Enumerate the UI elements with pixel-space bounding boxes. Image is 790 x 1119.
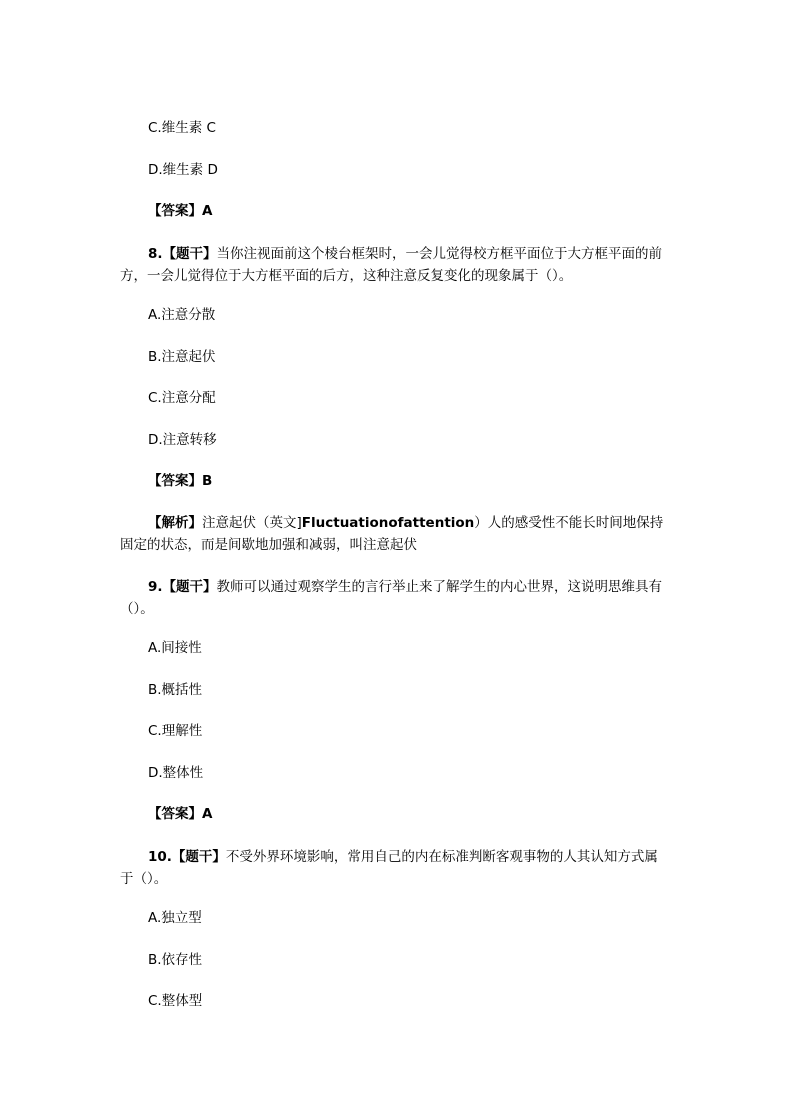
q8-option-c: C.注意分配 bbox=[148, 390, 216, 406]
question-number: 10. bbox=[148, 849, 172, 865]
q7-answer bbox=[148, 202, 212, 220]
q9-option-d: D.整体性 bbox=[148, 765, 204, 781]
q8-answer bbox=[148, 472, 212, 490]
q7-option-d: D.维生素 D bbox=[148, 162, 218, 178]
question-tag: 【题干】 bbox=[171, 849, 226, 865]
q10-option-a: A.独立型 bbox=[148, 910, 202, 926]
question-text: 当你注视面前这个棱台框架时，一会儿觉得校方框平面位于大方框平面的前方，一会儿觉得位于大方框平面的后方，这种注意反复变化的现象属于（）。 bbox=[120, 246, 663, 284]
question-tag: 【题干】 bbox=[162, 579, 217, 595]
analysis-text-a: 注意起伏（英文] bbox=[202, 515, 302, 531]
q10-option-c: C.整体型 bbox=[148, 993, 203, 1009]
q8-stem bbox=[120, 243, 670, 287]
q10-option-b: B.依存性 bbox=[148, 952, 203, 968]
answer-label: 【答案】 bbox=[148, 203, 202, 219]
q8-option-b: B.注意起伏 bbox=[148, 349, 216, 365]
q9-stem bbox=[120, 576, 670, 620]
answer-label: 【答案】 bbox=[148, 806, 202, 822]
q8-analysis bbox=[120, 512, 670, 556]
answer-value: B bbox=[202, 473, 213, 489]
answer-value: A bbox=[202, 203, 213, 219]
question-text: 教师可以通过观察学生的言行举止来了解学生的内心世界，这说明思维具有（）。 bbox=[120, 579, 663, 617]
question-number: 9. bbox=[148, 579, 163, 595]
q8-option-d: D.注意转移 bbox=[148, 432, 217, 448]
q8-option-a: A.注意分散 bbox=[148, 307, 216, 323]
question-tag: 【题干】 bbox=[162, 246, 217, 262]
analysis-text-b: ）人的感受性不能长时间地保持固定的状态，而是间歇地加强和减弱，叫注意起伏 bbox=[120, 515, 664, 553]
q9-answer bbox=[148, 805, 212, 823]
analysis-label: 【解析】 bbox=[148, 515, 202, 531]
answer-label: 【答案】 bbox=[148, 473, 202, 489]
q7-option-c: C.维生素 C bbox=[148, 120, 216, 136]
q10-stem bbox=[120, 846, 670, 890]
q9-option-b: B.概括性 bbox=[148, 682, 203, 698]
q9-option-c: C.理解性 bbox=[148, 723, 203, 739]
analysis-term: Fluctuationofattention bbox=[301, 515, 475, 531]
question-text: 不受外界环境影响，常用自己的内在标准判断客观事物的人其认知方式属于（）。 bbox=[120, 849, 658, 887]
q9-option-a: A.间接性 bbox=[148, 640, 202, 656]
question-number: 8. bbox=[148, 246, 163, 262]
answer-value: A bbox=[202, 806, 213, 822]
